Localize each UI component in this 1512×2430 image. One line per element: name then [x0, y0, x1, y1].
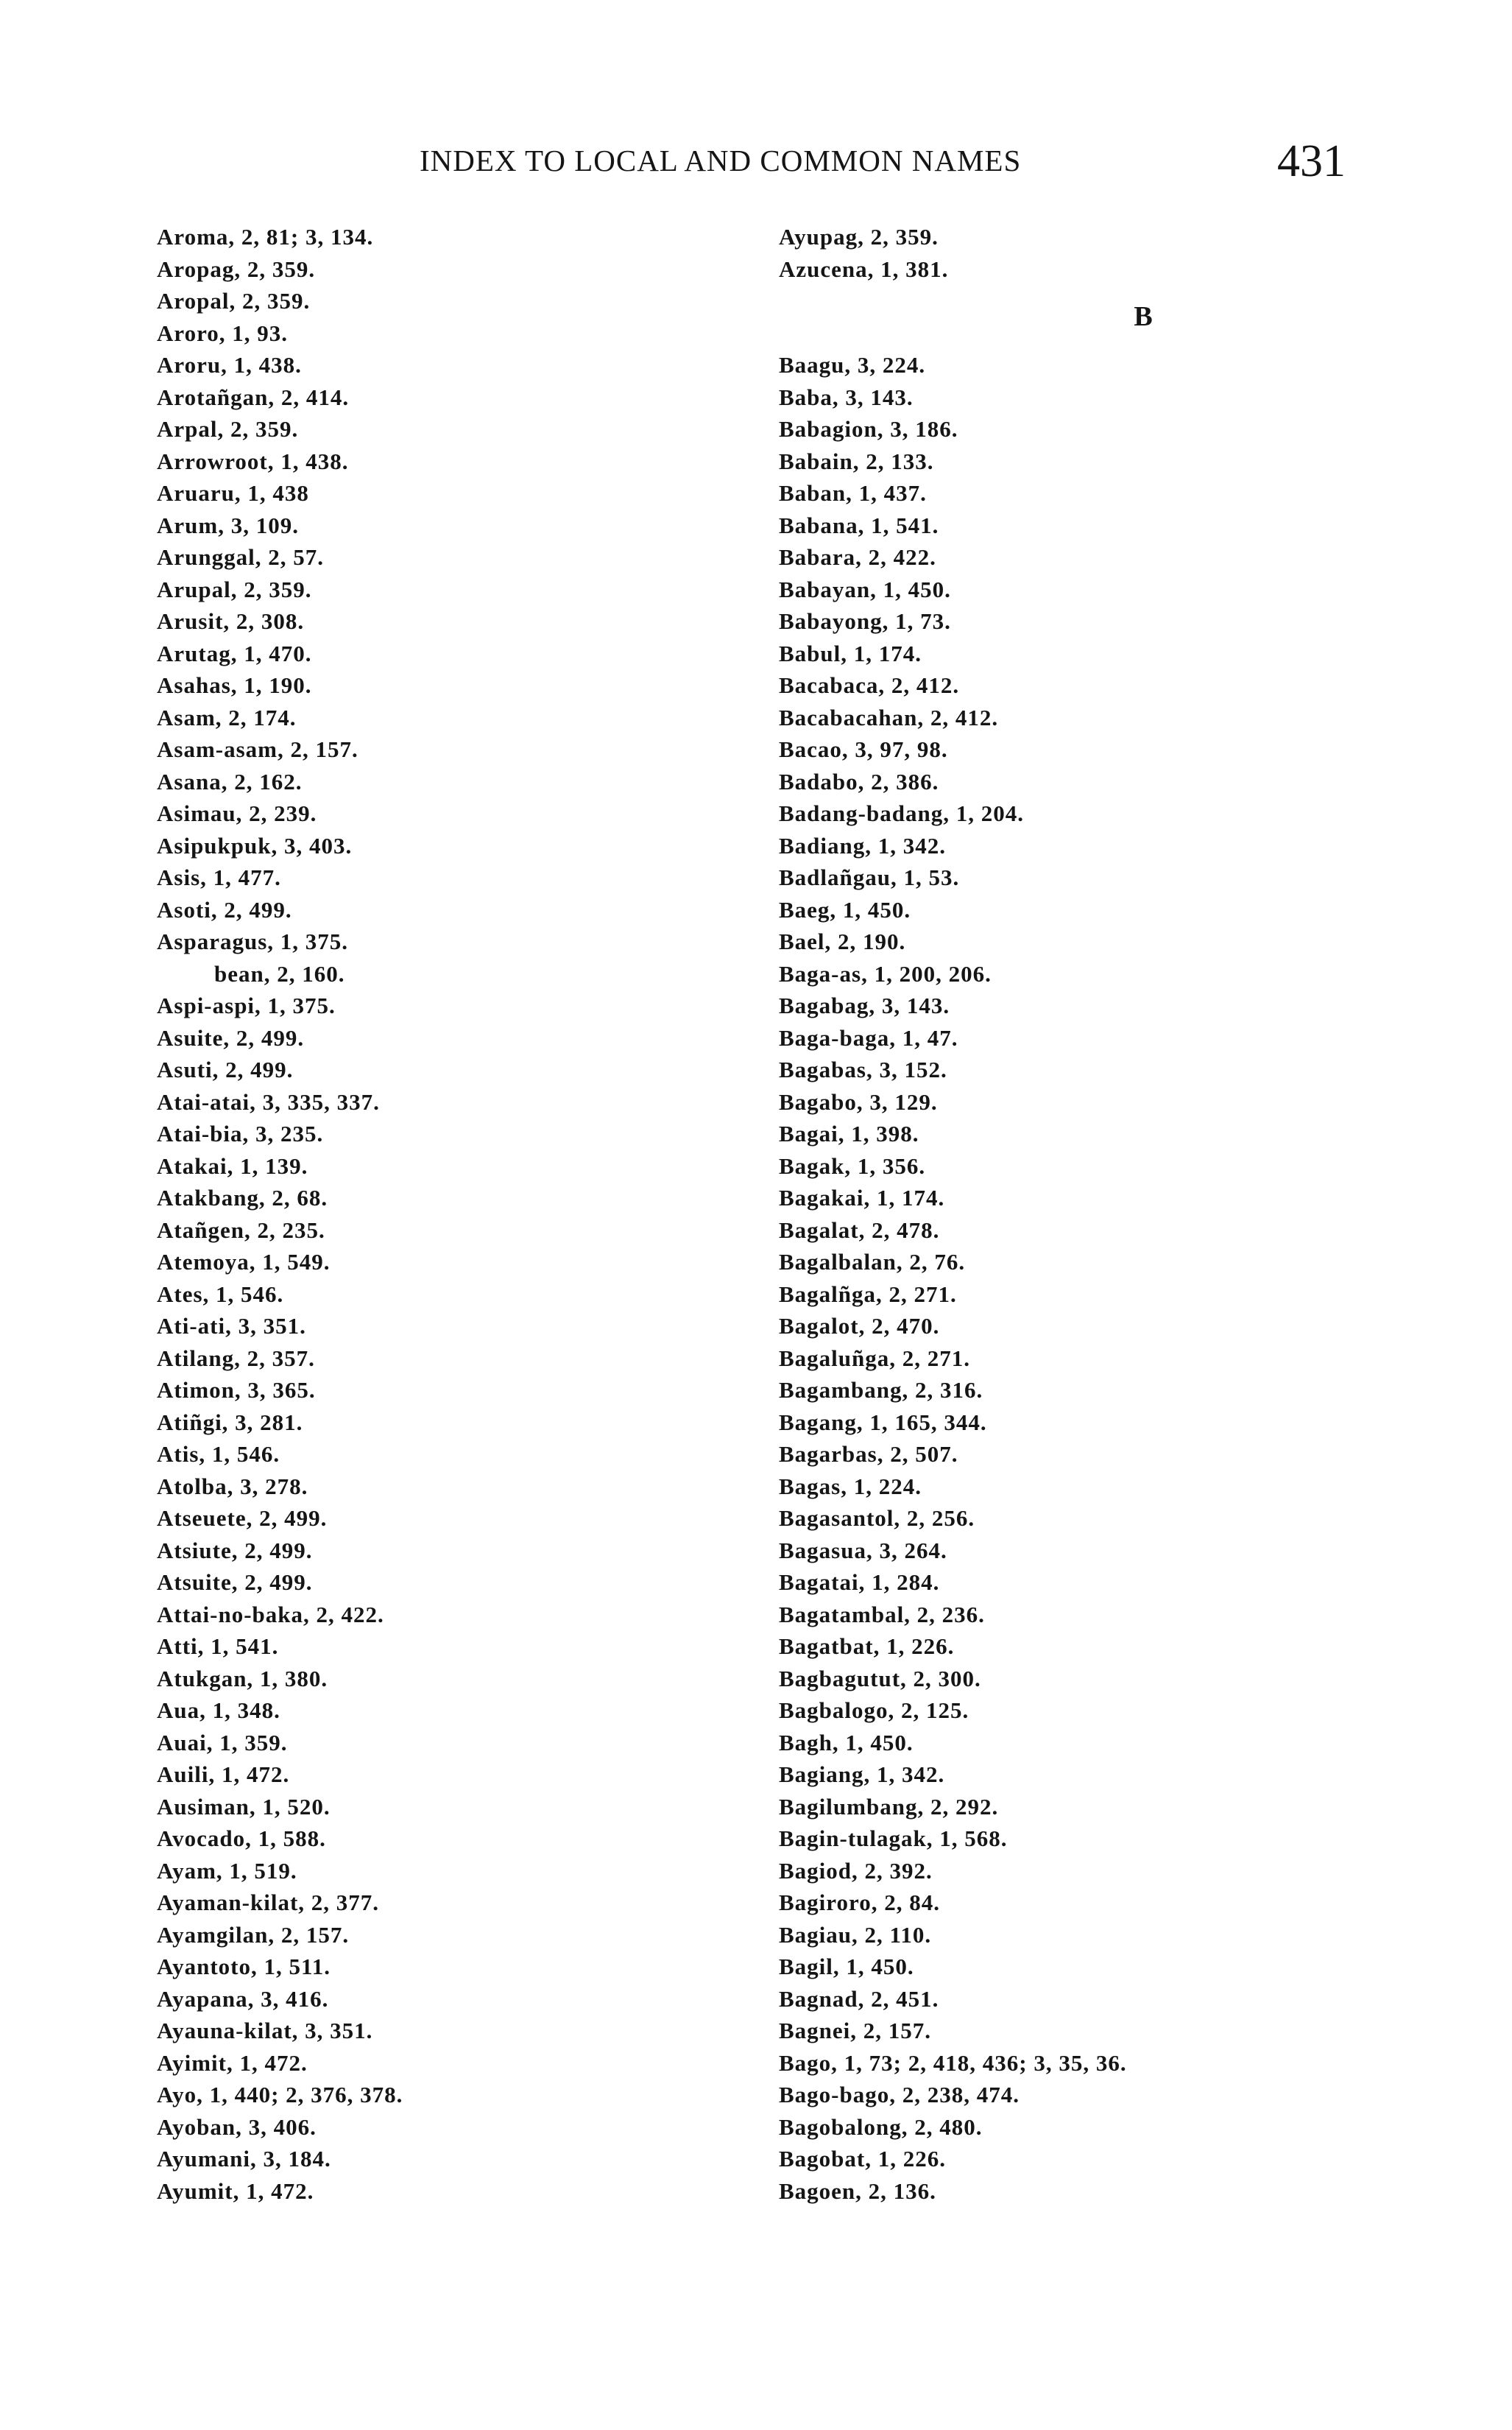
index-entry: Asahas, 1, 190.: [157, 672, 312, 698]
index-entry: Ayauna-kilat, 3, 351.: [157, 2018, 373, 2043]
index-entry: Bagnad, 2, 451.: [779, 1985, 939, 2012]
index-entry: Bael, 2, 190.: [779, 929, 906, 954]
index-entry: Asimau, 2, 239.: [157, 800, 317, 826]
index-entry: Arusit, 2, 308.: [157, 608, 305, 634]
index-entry: Atemoya, 1, 549.: [157, 1249, 331, 1275]
index-entry: Bagas, 1, 224.: [779, 1473, 922, 1499]
index-entry: Attai-no-baka, 2, 422.: [157, 1601, 384, 1627]
index-entry: Badiang, 1, 342.: [779, 832, 947, 859]
index-entry: Aspi-aspi, 1, 375.: [157, 993, 336, 1018]
index-entry: Bagiroro, 2, 84.: [779, 1890, 940, 1915]
index-entry: Babain, 2, 133.: [779, 448, 934, 474]
index-entry: Bagatai, 1, 284.: [779, 1569, 940, 1595]
index-entry: Bagh, 1, 450.: [779, 1729, 914, 1755]
index-entry: Bagai, 1, 398.: [779, 1121, 919, 1147]
index-entry: Asoti, 2, 499.: [157, 896, 292, 923]
index-entry: Asuite, 2, 499.: [157, 1024, 305, 1051]
index-entry: Babagion, 3, 186.: [779, 416, 958, 442]
index-entry: Asana, 2, 162.: [157, 768, 303, 795]
index-entry: Atis, 1, 546.: [157, 1441, 280, 1467]
index-entry: Bagbalogo, 2, 125.: [779, 1697, 969, 1723]
index-entry: Azucena, 1, 381.: [779, 256, 949, 282]
index-entry: Asam, 2, 174.: [157, 704, 297, 730]
index-entry: Baagu, 3, 224.: [779, 352, 926, 378]
index-entry: Atsuite, 2, 499.: [157, 1569, 313, 1595]
index-entry: Bagalñga, 2, 271.: [779, 1281, 957, 1307]
index-entry: Babara, 2, 422.: [779, 544, 936, 570]
index-entry: Arutag, 1, 470.: [157, 640, 312, 666]
index-entry: Atimon, 3, 365.: [157, 1377, 316, 1403]
index-entry: Baba, 3, 143.: [779, 384, 914, 410]
index-entry: Arrowroot, 1, 438.: [157, 448, 349, 474]
index-entry: Ayamgilan, 2, 157.: [157, 1921, 350, 1948]
index-entry: Atai-bia, 3, 235.: [157, 1121, 324, 1147]
index-entry: Asis, 1, 477.: [157, 864, 281, 890]
index-entry: Bagilumbang, 2, 292.: [779, 1793, 999, 1820]
index-entry: Bagiang, 1, 342.: [779, 1761, 945, 1787]
index-entry: Bagil, 1, 450.: [779, 1954, 914, 1979]
index-entry: Bagakai, 1, 174.: [779, 1185, 945, 1211]
index-entry: Bacabaca, 2, 412.: [779, 672, 960, 698]
index-entry: Ayoban, 3, 406.: [157, 2113, 317, 2140]
page-number: 431: [1277, 136, 1346, 186]
index-entry: Arum, 3, 109.: [157, 512, 299, 538]
index-entry: Atukgan, 1, 380.: [157, 1665, 328, 1691]
index-entry: Ayumani, 3, 184.: [157, 2146, 331, 2172]
index-entry: Bacao, 3, 97, 98.: [779, 736, 948, 762]
index-entry: Bagambang, 2, 316.: [779, 1377, 983, 1403]
index-entry: Babul, 1, 174.: [779, 640, 922, 666]
index-entry: Bagak, 1, 356.: [779, 1152, 926, 1179]
index-entry: Aruaru, 1, 438: [157, 480, 309, 506]
index-entry: Bagnei, 2, 157.: [779, 2018, 932, 2043]
index-entry: Bagabo, 3, 129.: [779, 1088, 938, 1115]
index-entry: Bago, 1, 73; 2, 418, 436; 3, 35, 36.: [779, 2049, 1127, 2076]
index-entry: Avocado, 1, 588.: [157, 1825, 326, 1851]
index-entry: Baban, 1, 437.: [779, 480, 927, 506]
index-entry: Bagin-tulagak, 1, 568.: [779, 1825, 1008, 1851]
index-entry: Bagarbas, 2, 507.: [779, 1441, 958, 1467]
index-entry: Babana, 1, 541.: [779, 512, 939, 538]
index-entry: Aua, 1, 348.: [157, 1697, 280, 1723]
index-entry: Asam-asam, 2, 157.: [157, 736, 358, 762]
index-entry: Ayapana, 3, 416.: [157, 1985, 329, 2012]
index-entry: Aroro, 1, 93.: [157, 320, 289, 346]
index-entry: Bacabacahan, 2, 412.: [779, 704, 999, 730]
index-entry: Ayupag, 2, 359.: [779, 224, 939, 250]
index-entry: Baga-as, 1, 200, 206.: [779, 960, 992, 987]
index-entry: Baeg, 1, 450.: [779, 896, 911, 923]
index-entry: Asipukpuk, 3, 403.: [157, 832, 353, 859]
index-column-right: [779, 221, 1463, 2207]
index-entry: Atti, 1, 541.: [157, 1633, 279, 1659]
index-entry: Atolba, 3, 278.: [157, 1473, 308, 1499]
index-entry: Bagasantol, 2, 256.: [779, 1505, 975, 1531]
index-entry: Ausiman, 1, 520.: [157, 1793, 331, 1820]
index-entry: Ayimit, 1, 472.: [157, 2049, 308, 2076]
index-entry: Bagatambal, 2, 236.: [779, 1601, 985, 1627]
index-entry: Bagobalong, 2, 480.: [779, 2113, 983, 2140]
section-letter-heading: B: [1134, 301, 1153, 332]
index-entry: Atai-atai, 3, 335, 337.: [157, 1088, 380, 1115]
index-entry: Ayam, 1, 519.: [157, 1857, 297, 1884]
index-entry: Bagaluñga, 2, 271.: [779, 1345, 971, 1371]
index-entry: Arpal, 2, 359.: [157, 416, 299, 442]
index-entry: Bagalbalan, 2, 76.: [779, 1249, 966, 1275]
index-entry: Atakai, 1, 139.: [157, 1152, 308, 1179]
index-entry: Bagabas, 3, 152.: [779, 1057, 947, 1082]
index-entry: Bagalot, 2, 470.: [779, 1313, 940, 1339]
index-entry: Ayaman-kilat, 2, 377.: [157, 1890, 380, 1915]
index-entry: Auai, 1, 359.: [157, 1729, 288, 1755]
index-entry: Aroru, 1, 438.: [157, 352, 302, 378]
index-entry: Bagiod, 2, 392.: [779, 1857, 933, 1884]
index-entry: Asparagus, 1, 375.: [157, 929, 349, 954]
index-entry: Babayong, 1, 73.: [779, 608, 951, 634]
index-entry: Bagabag, 3, 143.: [779, 993, 950, 1018]
index-entry: Bago-bago, 2, 238, 474.: [779, 2082, 1020, 2107]
index-entry: Arupal, 2, 359.: [157, 576, 312, 602]
index-entry: Atilang, 2, 357.: [157, 1345, 315, 1371]
index-entry: Arunggal, 2, 57.: [157, 544, 324, 570]
index-entry: Ayumit, 1, 472.: [157, 2177, 314, 2204]
index-entry: Aroma, 2, 81; 3, 134.: [157, 224, 374, 250]
index-entry: Bagobat, 1, 226.: [779, 2146, 946, 2172]
index-entry: Bagiau, 2, 110.: [779, 1921, 932, 1948]
index-column-left: [157, 221, 760, 2207]
index-entry: Ati-ati, 3, 351.: [157, 1313, 306, 1339]
index-entry: Badang-badang, 1, 204.: [779, 800, 1024, 826]
index-entry: Bagang, 1, 165, 344.: [779, 1409, 987, 1435]
index-entry: Ayo, 1, 440; 2, 376, 378.: [157, 2082, 403, 2107]
index-entry: Auili, 1, 472.: [157, 1761, 290, 1787]
index-entry: Bagalat, 2, 478.: [779, 1216, 940, 1243]
index-entry: Arotañgan, 2, 414.: [157, 384, 350, 410]
index-entry: Babayan, 1, 450.: [779, 576, 951, 602]
index-entry: Atiñgi, 3, 281.: [157, 1409, 303, 1435]
index-entry: Atañgen, 2, 235.: [157, 1216, 325, 1243]
index-entry: Baga-baga, 1, 47.: [779, 1024, 958, 1051]
index-entry: Atsiute, 2, 499.: [157, 1537, 313, 1563]
index-entry: Atakbang, 2, 68.: [157, 1185, 328, 1211]
index-entry: Bagasua, 3, 264.: [779, 1537, 947, 1563]
index-group-a-continued: [779, 221, 1463, 285]
index-entry: Badabo, 2, 386.: [779, 768, 939, 795]
index-entry: bean, 2, 160.: [214, 960, 345, 987]
index-entry: Badlañgau, 1, 53.: [779, 864, 960, 890]
index-group-b: [779, 349, 1463, 2207]
running-title: INDEX TO LOCAL AND COMMON NAMES: [420, 144, 1022, 177]
index-entry: Bagbagutut, 2, 300.: [779, 1665, 981, 1691]
index-entry: Atseuete, 2, 499.: [157, 1505, 328, 1531]
index-entry: Ates, 1, 546.: [157, 1281, 284, 1307]
index-entry: Bagoen, 2, 136.: [779, 2177, 936, 2204]
index-entry: Aropag, 2, 359.: [157, 256, 316, 282]
index-entry: Ayantoto, 1, 511.: [157, 1954, 331, 1979]
index-entry: Asuti, 2, 499.: [157, 1057, 294, 1082]
index-entry: Bagatbat, 1, 226.: [779, 1633, 955, 1659]
index-entry: Aropal, 2, 359.: [157, 288, 311, 314]
